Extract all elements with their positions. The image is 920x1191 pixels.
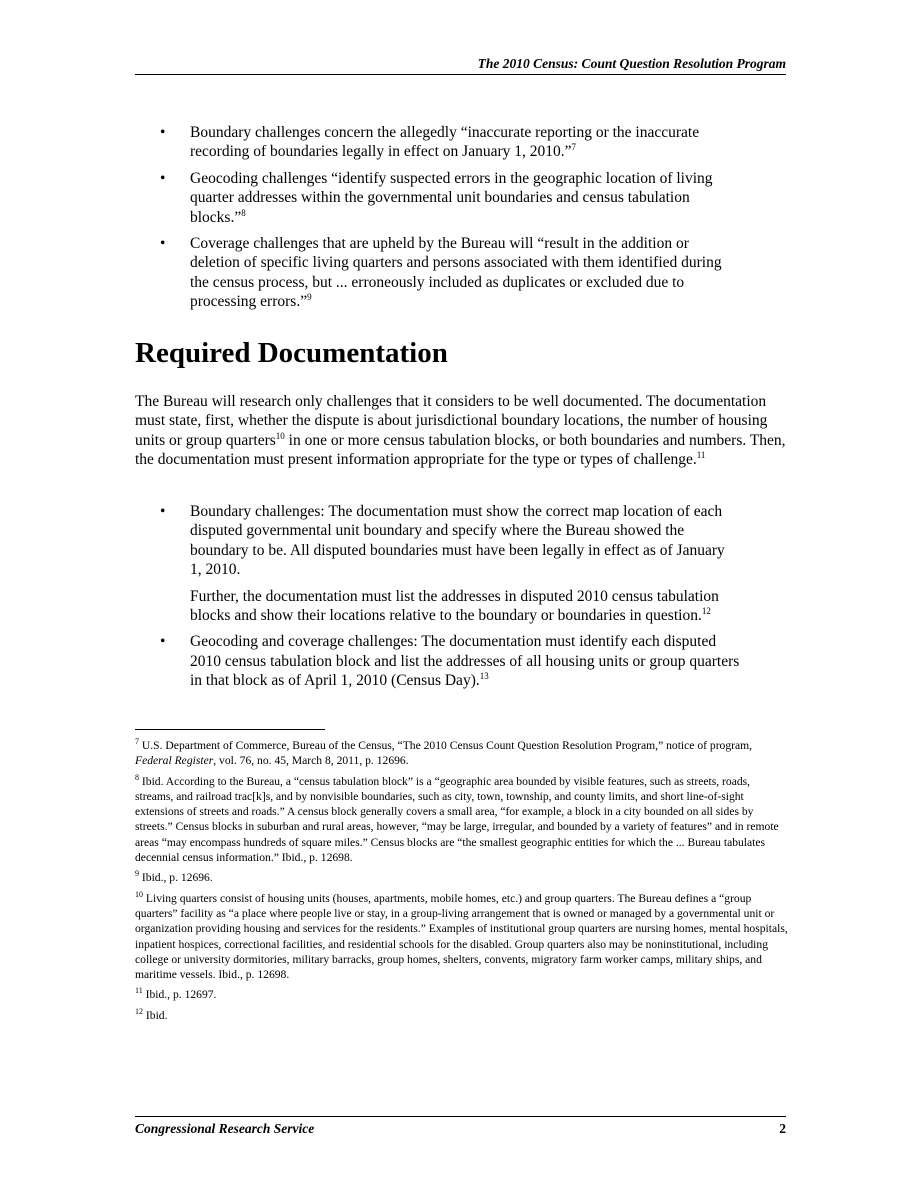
list-item-text: Coverage challenges that are upheld by the Bureau will “result in the addition or deletion of specific living quarters and persons associated with them identified during the census process, but ... erroneously included as duplicates or excluded due to processing errors.” bbox=[190, 235, 722, 311]
bullet-icon: • bbox=[160, 633, 166, 651]
footnote-text: Living quarters consist of housing units (houses, apartments, mobile homes, etc.) and group quarters. The Bureau defines a “group quarters” facility as “a place where people live or stay, in a group-living arrangement that is owned or managed by a governmental unit or organization providing housing and services for the residents.” Examples of institutional group quarters are nursing homes, mental hospitals, inpatient hospices, correctional facilities, and residential schools for the disabled. Group quarters also may be noninstitutional, including college or university dormitories, military barracks, group homes, shelters, convents, migratory farm worker camps, military ships, and maritime vessels. Ibid., p. 12698. bbox=[135, 891, 788, 982]
list-item-text: Boundary challenges concern the allegedly “inaccurate reporting or the inaccurate recording of boundaries legally in effect on January 1, 2010.” bbox=[190, 124, 700, 161]
publication-title: Federal Register bbox=[135, 754, 214, 768]
list-item-text: Geocoding challenges “identify suspected errors in the geographic location of living quarter addresses within the governmental unit boundaries and census tabulation blocks.” bbox=[190, 169, 713, 226]
footnote-number: 12 bbox=[135, 1006, 143, 1016]
footnote-11 bbox=[135, 987, 790, 1002]
followup-text: Further, the documentation must list the addresses in disputed 2010 census tabulation blocks and show their locations relative to the boundary or boundaries in question. bbox=[190, 587, 719, 625]
footnote-10 bbox=[135, 891, 790, 983]
footnotes bbox=[135, 738, 790, 1028]
footnote-number: 11 bbox=[135, 986, 143, 996]
footnote-separator bbox=[135, 729, 325, 730]
bullet-icon: • bbox=[160, 169, 166, 187]
body-paragraph bbox=[135, 392, 790, 470]
challenge-types-list bbox=[160, 123, 740, 319]
footnote-8 bbox=[135, 774, 790, 866]
list-item-text: Geocoding and coverage challenges: The documentation must identify each disputed 2010 census tabulation block and list the addresses of all housing units or group quarters in that block as of April 1, 2010 (Census Day). bbox=[190, 633, 740, 690]
list-item bbox=[160, 123, 740, 162]
bullet-icon: • bbox=[160, 235, 166, 253]
footnote-number: 8 bbox=[135, 772, 139, 782]
footnote-ref[interactable]: 7 bbox=[571, 142, 576, 153]
footnote-ref[interactable]: 12 bbox=[701, 606, 711, 617]
footnote-7 bbox=[135, 738, 790, 769]
footnote-text: Ibid., p. 12697. bbox=[145, 988, 217, 1002]
paragraph-text: in one or more census tabulation blocks, or both boundaries and numbers. Then, the documentation must present information appropriate for the type or types of challenge. bbox=[135, 431, 786, 469]
footnote-ref[interactable]: 13 bbox=[479, 671, 489, 682]
list-item bbox=[160, 632, 740, 690]
section-heading: Required Documentation bbox=[135, 337, 448, 369]
footnote-text: U.S. Department of Commerce, Bureau of the Census, “The 2010 Census Count Question Resolution Program,” notice of program, bbox=[141, 739, 753, 752]
list-item-text: Boundary challenges: The documentation must show the correct map location of each disputed governmental unit boundary and specify where the Bureau showed the boundary to be. All disputed boundaries must have been legally in effect as of January 1, 2010. bbox=[190, 503, 725, 579]
page-number: 2 bbox=[779, 1121, 786, 1136]
header-rule bbox=[135, 74, 786, 75]
footer-publisher: Congressional Research Service bbox=[135, 1121, 315, 1136]
footnote-ref[interactable]: 9 bbox=[307, 292, 312, 303]
footnote-number: 10 bbox=[135, 889, 143, 899]
list-item bbox=[160, 234, 740, 312]
footnote-ref[interactable]: 10 bbox=[275, 430, 285, 441]
footnote-number: 9 bbox=[135, 869, 139, 879]
footnote-12 bbox=[135, 1008, 790, 1023]
bullet-icon: • bbox=[160, 503, 166, 520]
list-item bbox=[160, 169, 740, 227]
list-item bbox=[160, 502, 740, 625]
footer-rule bbox=[135, 1116, 786, 1117]
documentation-list bbox=[160, 502, 740, 698]
footnote-text: Ibid., p. 12696. bbox=[141, 871, 213, 885]
footnote-text: Ibid. According to the Bureau, a “census tabulation block” is a “geographic area bounded by visible features, such as streets, roads, streams, and railroad trac[k]s, and by nonvisible boundaries, such as city, town, township, and county limits, and short line-of-sight extensions of streets and roads.” A census block generally covers a small area, “for example, a block in a city bounded on all sides by streets.” Census blocks in suburban and rural areas, however, “may be large, irregular, and bounded by a variety of features” and in remote areas “may encompass hundreds of square miles.” Census blocks are “the smallest geographic entities for which the ... Bureau tabulates decennial census information.” Ibid., p. 12698. bbox=[135, 774, 779, 865]
footnote-ref[interactable]: 11 bbox=[696, 450, 706, 461]
running-header: The 2010 Census: Count Question Resolution Program bbox=[477, 56, 786, 71]
footnote-9 bbox=[135, 870, 790, 885]
paragraph-text: The Bureau will research only challenges that it considers to be well documented. The documentation must state, first, whether the dispute is about jurisdictional boundary locations, the number of housing units or group quarters bbox=[135, 393, 768, 449]
footnote-text: Ibid. bbox=[145, 1008, 168, 1022]
footnote-number: 7 bbox=[135, 737, 139, 746]
bullet-icon: • bbox=[160, 124, 166, 141]
footnote-ref[interactable]: 8 bbox=[241, 207, 246, 218]
footnote-text: , vol. 76, no. 45, March 8, 2011, p. 12696. bbox=[213, 754, 409, 768]
list-item-followup bbox=[190, 587, 740, 626]
